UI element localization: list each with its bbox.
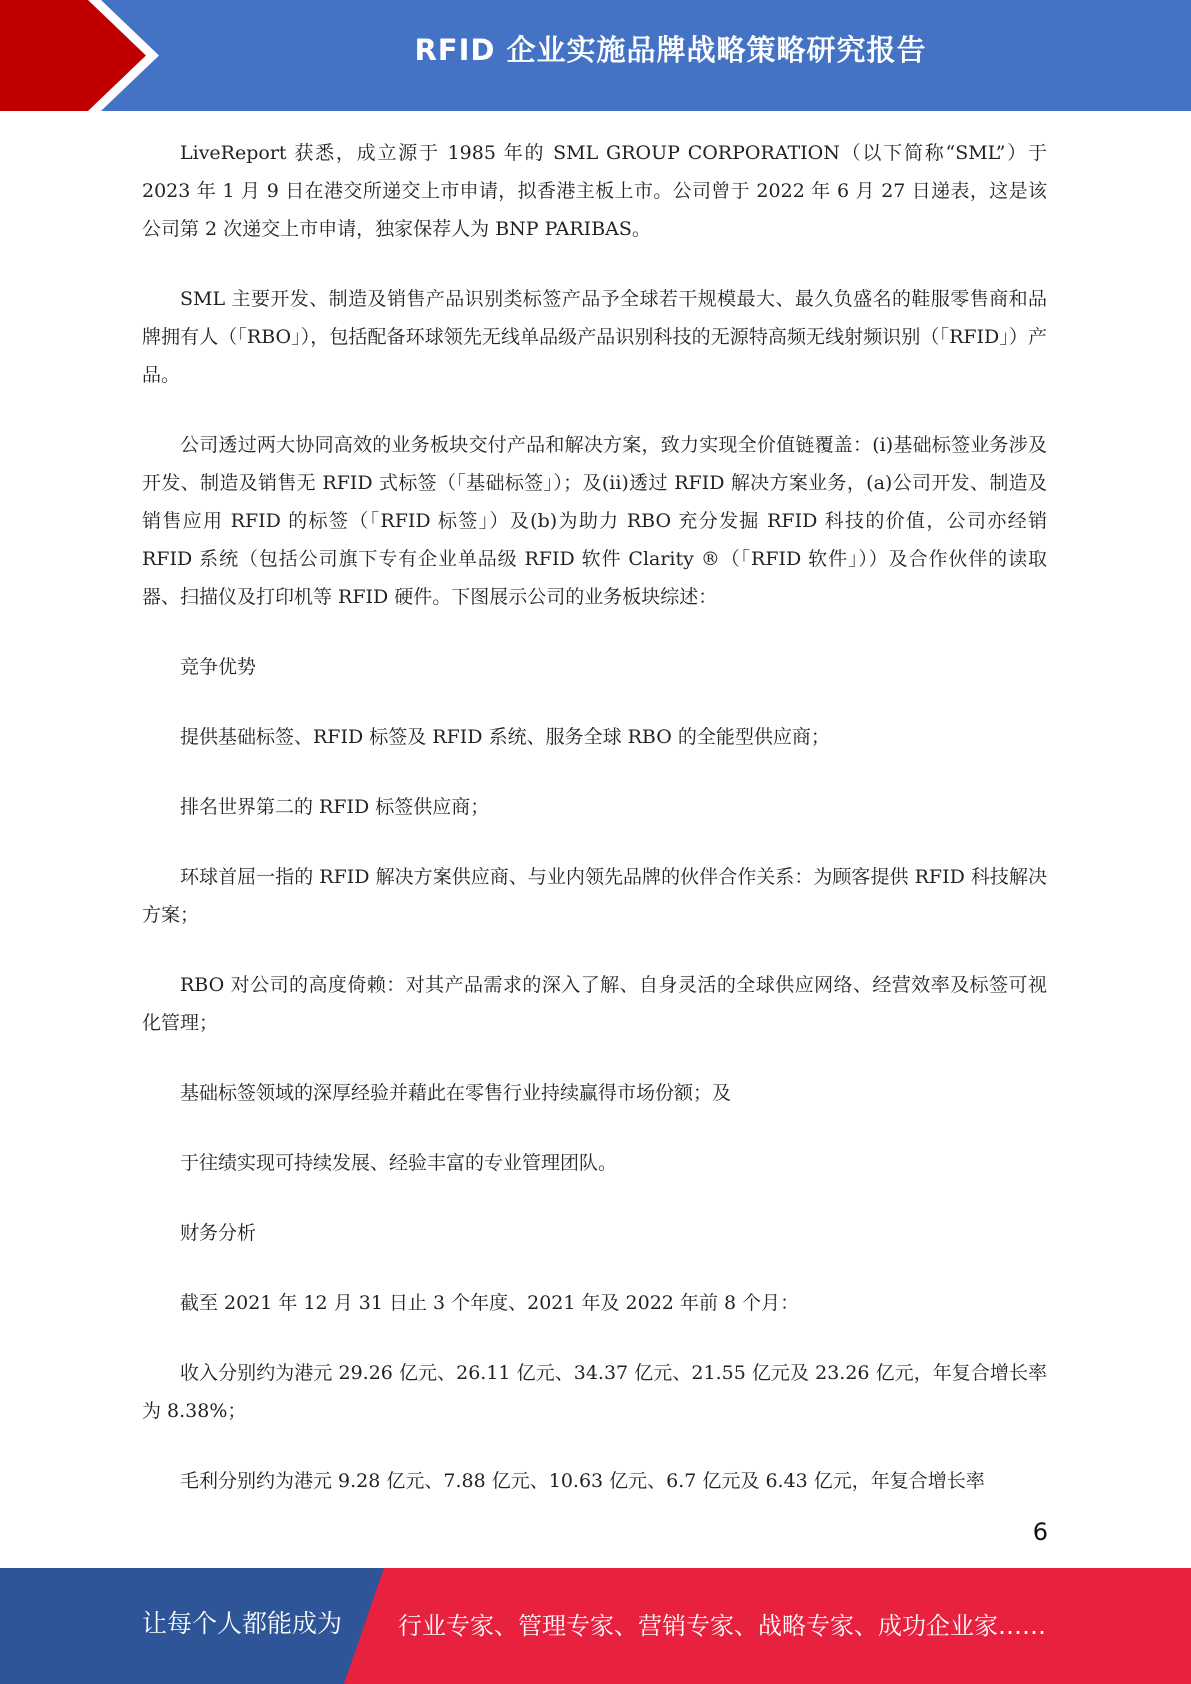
paragraph: SML 主要开发、制造及销售产品识别类标签产品予全球若干规模最大、最久负盛名的鞋服零售商和品牌拥有人（「RBO」），包括配备环球领先无线单品级产品识别科技的无源特高频无线射频识别（「RFID」）产品。 [142,288,1047,386]
paragraph: 收入分别约为港元 29.26 亿元、26.11 亿元、34.37 亿元、21.55 亿元及 23.26 亿元，年复合增长率为 8.38%； [142,1362,1047,1422]
section-heading: 竞争优势 [180,656,257,678]
page-number: 6 [1032,1518,1048,1546]
page-footer [0,1568,1191,1684]
paragraph: 于往绩实现可持续发展、经验丰富的专业管理团队。 [180,1152,618,1174]
paragraph: LiveReport 获悉，成立源于 1985 年的 SML GROUP CORPORATION（以下简称“SML”）于 2023 年 1 月 9 日在港交所递交上市申请，拟香港主板上市。公司曾于 2022 年 6 月 27 日递表，这是该公司第 2 次递交上市申请，独家保荐人为 BNP PARIBAS。 [142,142,1047,240]
paragraph: 毛利分别约为港元 9.28 亿元、7.88 亿元、10.63 亿元、6.7 亿元及 6.43 亿元，年复合增长率 [180,1470,985,1492]
paragraph: 公司透过两大协同高效的业务板块交付产品和解决方案，致力实现全价值链覆盖：(i)基础标签业务涉及开发、制造及销售无 RFID 式标签（「基础标签」）；及(ii)透过 RFID 解决方案业务，(a)公司开发、制造及销售应用 RFID 的标签（「RFID 标签」）及(b)为助力 RBO 充分发掘 RFID 科技的价值，公司亦经销 RFID 系统（包括公司旗下专有企业单品级 RFID 软件 Clarity ®（「RFID 软件」））及合作伙伴的读取器、扫描仪及打印机等 RFID 硬件。下图展示公司的业务板块综述： [142,434,1047,608]
report-title: RFID 企业实施品牌战略策略研究报告 [414,33,927,67]
document-body [142,134,1047,1532]
page-header [0,0,1191,111]
footer-slogan-left: 让每个人都能成为 [142,1609,343,1638]
header-red-arrow [0,0,146,111]
paragraph: 基础标签领域的深厚经验并藉此在零售行业持续赢得市场份额；及 [180,1082,732,1104]
paragraph: RBO 对公司的高度倚赖：对其产品需求的深入了解、自身灵活的全球供应网络、经营效率及标签可视化管理； [142,974,1047,1034]
footer-slogan-right: 行业专家、管理专家、营销专家、战略专家、成功企业家…… [398,1612,1046,1640]
paragraph: 提供基础标签、RFID 标签及 RFID 系统、服务全球 RBO 的全能型供应商； [180,726,830,748]
section-heading: 财务分析 [180,1222,257,1244]
paragraph: 环球首屈一指的 RFID 解决方案供应商、与业内领先品牌的伙伴合作关系：为顾客提供 RFID 科技解决方案； [142,866,1047,926]
paragraph: 截至 2021 年 12 月 31 日止 3 个年度、2021 年及 2022 年前 8 个月： [180,1292,800,1314]
paragraph: 排名世界第二的 RFID 标签供应商； [180,796,490,818]
